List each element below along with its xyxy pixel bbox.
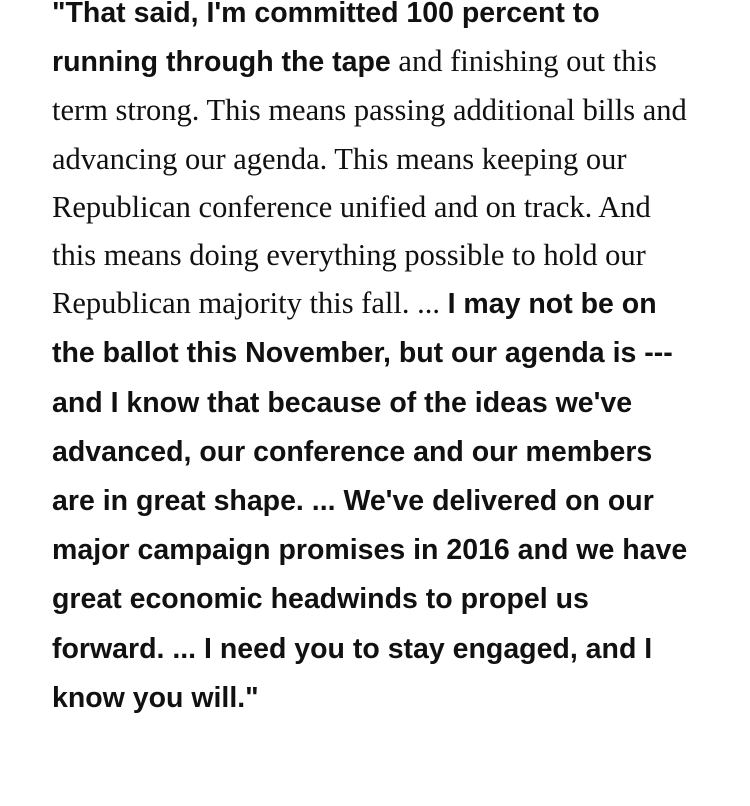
- quote-paragraph: [52, 0, 702, 722]
- quote-regular-middle: and finishing out this term strong. This means passing additional bills and advancing our agenda. This means keeping our Republican conference unified and on track. And this means doing everything possible to hold our Republican majority this fall. ...: [52, 44, 687, 321]
- quote-bold-opening: "That said, I'm committed 100 percent to running through the tape: [52, 0, 600, 79]
- quote-bold-closing: I may not be on the ballot this November, but our agenda is --- and I know that because of the ideas we've advanced, our conference and our members are in great shape. ... We've delivered on our major campaign promises in 2016 and we have great economic headwinds to propel us forward. ... I need you to stay engaged, and I know you will.": [52, 288, 688, 714]
